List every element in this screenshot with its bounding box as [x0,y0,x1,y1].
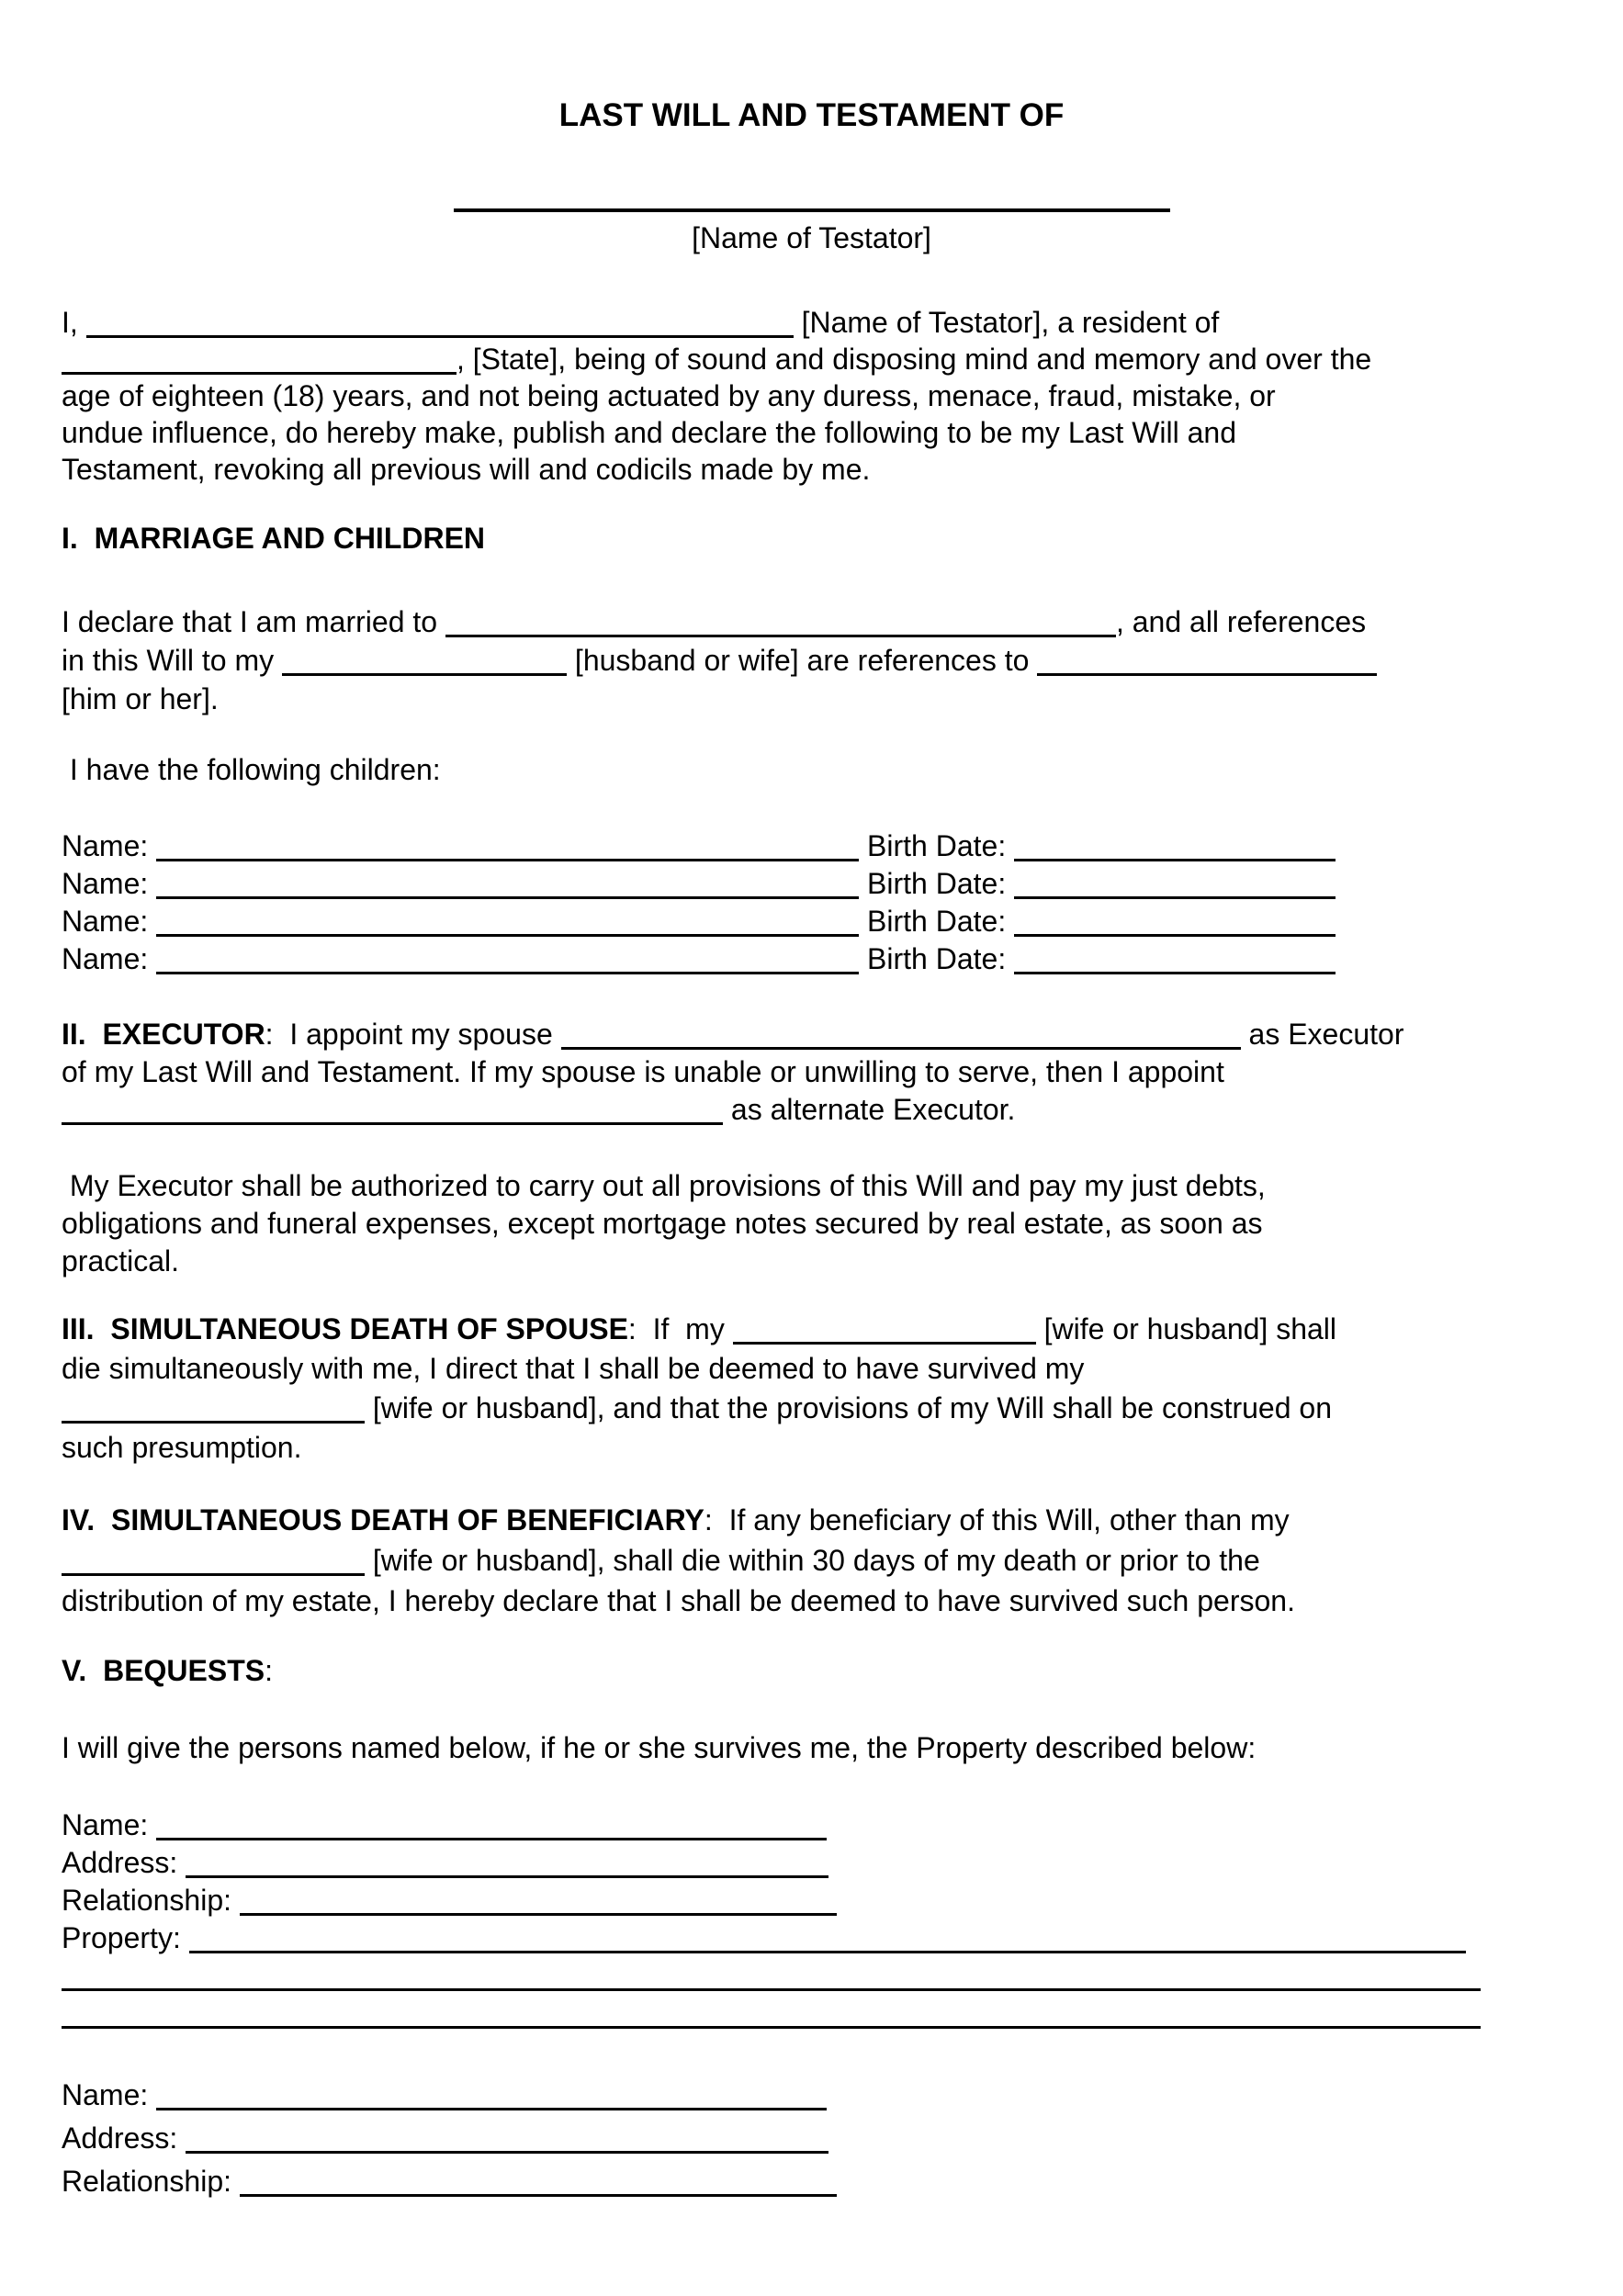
blank-husband-or-wife [282,655,567,676]
blank-beneficiary-1-property [189,1932,1466,1953]
text-run: : If my [627,1312,733,1345]
heading-text: I. MARRIAGE AND CHILDREN [62,522,486,555]
text-run: [husband or wife] are references to [567,644,1038,677]
blank-state [62,354,456,375]
heading-text: II. EXECUTOR [62,1018,265,1051]
para-opening-declaration [62,304,1561,488]
text-run: [wife or husband] shall [1035,1312,1336,1345]
text-run: Address: [62,1846,186,1879]
text-run: I declare that I am married to [62,605,445,638]
bequest-block-1-line-4 [62,1919,1561,1957]
heading-marriage-and-children [62,520,1561,557]
para-bequests-intro-line-1 [62,1729,1561,1766]
blank-testator-name [86,317,794,338]
blank-beneficiary-2-address [186,2133,828,2154]
blank-alternate-executor-name [62,1104,723,1125]
text-run: Birth Date: [859,942,1015,975]
text-run: Birth Date: [859,905,1015,938]
document-title-line-1 [62,96,1561,135]
para-executor-line-2 [62,1053,1561,1091]
para-opening-declaration-line-4 [62,414,1561,451]
para-bequests-intro [62,1729,1561,1766]
para-executor-powers [62,1167,1561,1280]
blank-wife-or-husband-2 [62,1402,365,1424]
text-run: practical. [62,1244,180,1277]
text-run: such presumption. [62,1431,302,1464]
blank-wife-or-husband-3 [62,1555,365,1576]
para-opening-declaration-line-3 [62,377,1561,414]
text-run: Birth Date: [859,829,1015,862]
children-list-line-2 [62,865,1561,903]
blank-executor-spouse-name [561,1029,1241,1050]
para-children-intro-line-1 [62,751,1561,788]
blank-spouse-name [445,616,1116,637]
para-simultaneous-death-of-spouse-line-1 [62,1310,1561,1349]
text-run: I, [62,306,86,339]
text-run: as Executor [1240,1018,1404,1051]
para-marriage [62,602,1561,718]
text-run: die simultaneously with me, I direct that I shall be deemed to have survived my [62,1352,1085,1385]
bequest-block-2 [62,2074,1561,2203]
para-executor-powers-line-1 [62,1167,1561,1205]
children-list-line-1 [62,827,1561,865]
bequest-block-1-line-1 [62,1806,1561,1844]
blank-property-continued-1 [62,1970,1481,1991]
para-children-intro [62,751,1561,788]
blank-beneficiary-2-relationship [240,2176,837,2197]
text-run: of my Last Will and Testament. If my spouse is unable or unwilling to serve, then I appoint [62,1055,1224,1088]
blank-child-birth-date-3 [1014,916,1336,937]
children-list [62,827,1561,978]
blank-wife-or-husband-1 [733,1323,1036,1345]
children-list-line-3 [62,903,1561,940]
testator-caption-text: [Name of Testator] [692,221,931,254]
blank-child-name-3 [156,916,859,937]
bequest-block-2-line-1 [62,2074,1561,2117]
blank-property-continued-2 [62,2008,1481,2029]
blank-beneficiary-1-relationship [240,1895,837,1916]
text-run: [wife or husband], and that the provisions of my Will shall be construed on [365,1391,1332,1424]
children-list-line-4 [62,940,1561,978]
para-simultaneous-death-of-spouse-line-3 [62,1389,1561,1428]
text-run: My Executor shall be authorized to carry out all provisions of this Will and pay my just debts, [62,1169,1266,1202]
testator-name-rule [62,208,1561,212]
bequest-block-1-line-3 [62,1882,1561,1919]
testator-caption-line-1 [62,219,1561,256]
text-run: : If any beneficiary of this Will, other than my [704,1503,1290,1536]
para-simultaneous-death-of-beneficiary [62,1500,1561,1621]
para-simultaneous-death-of-spouse-line-2 [62,1349,1561,1389]
para-executor-line-1 [62,1016,1561,1053]
blank-child-name-4 [156,953,859,974]
text-run: Name: [62,867,157,900]
blank-beneficiary-1-address [186,1857,828,1878]
heading-bequests [62,1652,1561,1689]
text-run: , [State], being of sound and disposing mind and memory and over the [456,343,1372,376]
text-run: in this Will to my [62,644,283,677]
text-run: Relationship: [62,2165,240,2198]
document-title [62,96,1561,135]
para-opening-declaration-line-2 [62,341,1561,377]
blank-beneficiary-1-name [156,1819,827,1840]
blank-child-birth-date-4 [1014,953,1336,974]
heading-text: V. BEQUESTS [62,1654,265,1687]
para-simultaneous-death-of-beneficiary-line-3 [62,1581,1561,1621]
blank-child-name-2 [156,878,859,899]
text-run: [wife or husband], shall die within 30 days of my death or prior to the [365,1544,1260,1577]
bequest-block-1-line-2 [62,1844,1561,1882]
para-marriage-line-3 [62,680,1561,718]
text-run: [Name of Testator], a resident of [793,306,1220,339]
heading-marriage-and-children-line-1 [62,520,1561,557]
para-simultaneous-death-of-spouse [62,1310,1561,1468]
text-run: I have the following children: [62,753,441,786]
para-executor-powers-line-3 [62,1243,1561,1280]
text-run: undue influence, do hereby make, publish and declare the following to be my Last Will and [62,416,1236,449]
text-run: Relationship: [62,1884,240,1917]
text-run: [him or her]. [62,682,219,715]
testator-name-blank-rule [454,208,1170,212]
para-opening-declaration-line-1 [62,304,1561,341]
text-run: I will give the persons named below, if he or she survives me, the Property described below: [62,1731,1257,1764]
blank-child-birth-date-1 [1014,840,1336,861]
blank-beneficiary-2-name [156,2089,827,2110]
heading-bequests-line-1 [62,1652,1561,1689]
para-simultaneous-death-of-spouse-line-4 [62,1428,1561,1468]
bequest-block-1-line-6 [62,1995,1561,2032]
text-run: obligations and funeral expenses, except mortgage notes secured by real estate, as soon as [62,1207,1263,1240]
text-run: Name: [62,942,157,975]
bequest-block-1-line-5 [62,1957,1561,1995]
text-run: Property: [62,1921,189,1954]
text-run: Name: [62,829,157,862]
para-opening-declaration-line-5 [62,451,1561,488]
text-run: Name: [62,1808,157,1841]
para-marriage-line-1 [62,602,1561,641]
text-run: Address: [62,2122,186,2155]
text-run: Testament, revoking all previous will and codicils made by me. [62,453,871,486]
bequest-block-2-line-3 [62,2160,1561,2203]
bequest-block-2-line-2 [62,2117,1561,2160]
text-run: Name: [62,905,157,938]
text-run: age of eighteen (18) years, and not being actuated by any duress, menace, fraud, mistake, or [62,379,1276,412]
text-run: : I appoint my spouse [265,1018,561,1051]
text-run: distribution of my estate, I hereby declare that I shall be deemed to have survived such person. [62,1584,1295,1617]
para-marriage-line-2 [62,641,1561,680]
blank-him-or-her [1037,655,1377,676]
text-run: , and all references [1115,605,1367,638]
para-executor [62,1016,1561,1129]
bequest-block-1 [62,1806,1561,2032]
heading-text: III. SIMULTANEOUS DEATH OF SPOUSE [62,1312,628,1345]
para-executor-line-3 [62,1091,1561,1129]
text-run: Birth Date: [859,867,1015,900]
para-simultaneous-death-of-beneficiary-line-2 [62,1540,1561,1581]
text-run: as alternate Executor. [723,1093,1016,1126]
blank-child-name-1 [156,840,859,861]
para-simultaneous-death-of-beneficiary-line-1 [62,1500,1561,1540]
testator-caption [62,219,1561,256]
text-run: Name: [62,2078,157,2111]
heading-text: IV. SIMULTANEOUS DEATH OF BENEFICIARY [62,1503,704,1536]
blank-child-birth-date-2 [1014,878,1336,899]
para-executor-powers-line-2 [62,1205,1561,1243]
document-title-text: LAST WILL AND TESTAMENT OF [558,97,1065,133]
text-run: : [265,1654,273,1687]
